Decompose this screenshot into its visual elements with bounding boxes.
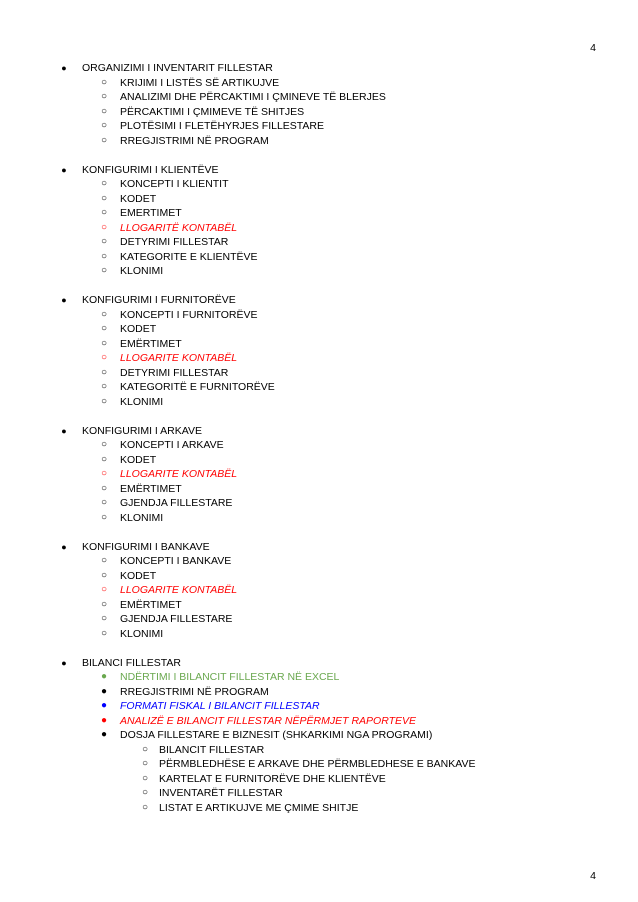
- sub-list-item: BILANCIT FILLESTAR: [159, 743, 265, 756]
- hollow-bullet: ○: [100, 221, 108, 233]
- filled-bullet: ●: [100, 671, 108, 682]
- hollow-bullet: ○: [100, 555, 108, 566]
- hollow-bullet: ○: [100, 134, 108, 146]
- list-item-highlight-red: ANALIZË E BILANCIT FILLESTAR NËPËRMJET RAPORTEVE: [120, 714, 417, 727]
- list-item: RREGJISTRIMI NË PROGRAM: [120, 685, 269, 698]
- section-arkat: [0, 424, 638, 526]
- section-title: KONFIGURIMI I BANKAVE: [82, 540, 210, 553]
- section-inventari: [0, 61, 638, 148]
- page-number-bottom: 4: [590, 870, 596, 882]
- section-title: KONFIGURIMI I FURNITORËVE: [82, 294, 236, 306]
- list-item-highlight-green: NDËRTIMI I BILANCIT FILLESTAR NË EXCEL: [120, 671, 340, 683]
- section-bankat: [0, 540, 638, 642]
- hollow-bullet: ○: [100, 250, 108, 262]
- list-item-highlight-blue: FORMATI FISKAL I BILANCIT FILLESTAR: [120, 700, 320, 712]
- list-item: DOSJA FILLESTARE E BIZNESIT (SHKARKIMI NGA PROGRAMI): [120, 729, 433, 741]
- list-item: KLONIMI: [120, 627, 164, 640]
- hollow-bullet: ○: [100, 120, 108, 131]
- list-item-highlight-red: LLOGARITË KONTABËL: [120, 221, 238, 234]
- hollow-bullet: ○: [100, 453, 108, 465]
- section-bilanci: [0, 656, 638, 816]
- hollow-bullet: ○: [100, 105, 108, 117]
- section-title: KONFIGURIMI I KLIENTËVE: [82, 163, 219, 176]
- list-item: GJENDJA FILLESTARE: [120, 497, 233, 509]
- list-item: PLOTËSIMI I FLETËHYRJES FILLESTARE: [120, 120, 325, 132]
- list-item: EMERTIMET: [120, 207, 182, 219]
- list-item: KODET: [120, 323, 157, 335]
- hollow-bullet: ○: [100, 178, 108, 189]
- hollow-bullet: ○: [100, 352, 108, 363]
- filled-bullet: ●: [100, 685, 108, 697]
- list-item: KLONIMI: [120, 511, 164, 524]
- list-item: PËRCAKTIMI I ÇMIMEVE TË SHITJES: [120, 105, 305, 118]
- filled-bullet: ●: [61, 425, 67, 436]
- filled-bullet: ●: [61, 164, 67, 175]
- list-item: ANALIZIMI DHE PËRCAKTIMI I ÇMINEVE TË BLERJES: [120, 91, 386, 103]
- list-item: DETYRIMI FILLESTAR: [120, 366, 229, 379]
- hollow-bullet: ○: [100, 207, 108, 218]
- list-item: KODET: [120, 192, 157, 205]
- list-item-highlight-red: LLOGARITE KONTABËL: [120, 468, 238, 480]
- hollow-bullet: ○: [100, 584, 108, 595]
- list-item: KLONIMI: [120, 395, 164, 408]
- list-item-highlight-red: LLOGARITE KONTABËL: [120, 584, 238, 596]
- list-item: KONCEPTI I BANKAVE: [120, 555, 232, 567]
- sub-list-item: INVENTARËT FILLESTAR: [159, 787, 283, 799]
- list-item: KATEGORITË E FURNITORËVE: [120, 381, 275, 393]
- list-item: RREGJISTRIMI NË PROGRAM: [120, 134, 269, 147]
- hollow-bullet: ○: [141, 743, 149, 755]
- hollow-bullet: ○: [100, 569, 108, 581]
- hollow-bullet: ○: [100, 598, 108, 610]
- list-item: KATEGORITE E KLIENTËVE: [120, 250, 258, 263]
- hollow-bullet: ○: [100, 497, 108, 508]
- sub-list-item: PËRMBLEDHËSE E ARKAVE DHE PËRMBLEDHESE E BANKAVE: [159, 758, 476, 770]
- filled-bullet: ●: [100, 700, 108, 711]
- list-item: DETYRIMI FILLESTAR: [120, 236, 229, 248]
- list-item: KODET: [120, 569, 157, 582]
- hollow-bullet: ○: [100, 439, 108, 450]
- list-item: KONCEPTI I KLIENTIT: [120, 178, 229, 190]
- list-item: EMËRTIMET: [120, 337, 182, 350]
- hollow-bullet: ○: [100, 627, 108, 639]
- hollow-bullet: ○: [100, 265, 108, 276]
- list-item: EMËRTIMET: [120, 482, 182, 495]
- filled-bullet: ●: [61, 657, 67, 668]
- hollow-bullet: ○: [141, 787, 149, 798]
- filled-bullet: ●: [61, 541, 67, 552]
- hollow-bullet: ○: [100, 323, 108, 334]
- list-item: EMËRTIMET: [120, 598, 182, 611]
- filled-bullet: ●: [61, 295, 67, 305]
- hollow-bullet: ○: [100, 468, 108, 479]
- hollow-bullet: ○: [100, 613, 108, 624]
- list-item: KONCEPTI I ARKAVE: [120, 439, 224, 451]
- list-item: KODET: [120, 453, 157, 466]
- hollow-bullet: ○: [100, 381, 108, 392]
- hollow-bullet: ○: [141, 758, 149, 769]
- hollow-bullet: ○: [100, 395, 108, 407]
- filled-bullet: ●: [100, 714, 108, 726]
- list-item: KONCEPTI I FURNITORËVE: [120, 308, 258, 321]
- hollow-bullet: ○: [100, 236, 108, 247]
- section-title: ORGANIZIMI I INVENTARIT FILLESTAR: [82, 62, 273, 74]
- sub-list-item: LISTAT E ARTIKUJVE ME ÇMIME SHITJE: [159, 801, 359, 814]
- section-klientet: [0, 163, 638, 279]
- hollow-bullet: ○: [100, 76, 108, 88]
- filled-bullet: ●: [100, 729, 108, 740]
- filled-bullet: ●: [61, 63, 67, 73]
- list-item: KRIJIMI I LISTËS SË ARTIKUJVE: [120, 76, 280, 89]
- list-item: KLONIMI: [120, 265, 164, 277]
- section-title: KONFIGURIMI I ARKAVE: [82, 424, 202, 437]
- sub-list-item: KARTELAT E FURNITORËVE DHE KLIENTËVE: [159, 772, 386, 785]
- hollow-bullet: ○: [100, 308, 108, 320]
- page-number-top: 4: [590, 42, 596, 54]
- hollow-bullet: ○: [100, 337, 108, 349]
- hollow-bullet: ○: [141, 772, 149, 784]
- list-item: GJENDJA FILLESTARE: [120, 613, 233, 625]
- document-outline: [0, 61, 638, 830]
- hollow-bullet: ○: [100, 482, 108, 494]
- section-title: BILANCI FILLESTAR: [82, 656, 182, 669]
- hollow-bullet: ○: [100, 511, 108, 523]
- hollow-bullet: ○: [100, 192, 108, 204]
- hollow-bullet: ○: [141, 801, 149, 813]
- hollow-bullet: ○: [100, 91, 108, 102]
- list-item-highlight-red: LLOGARITE KONTABËL: [120, 352, 238, 364]
- section-furnitoret: [0, 293, 638, 409]
- hollow-bullet: ○: [100, 366, 108, 378]
